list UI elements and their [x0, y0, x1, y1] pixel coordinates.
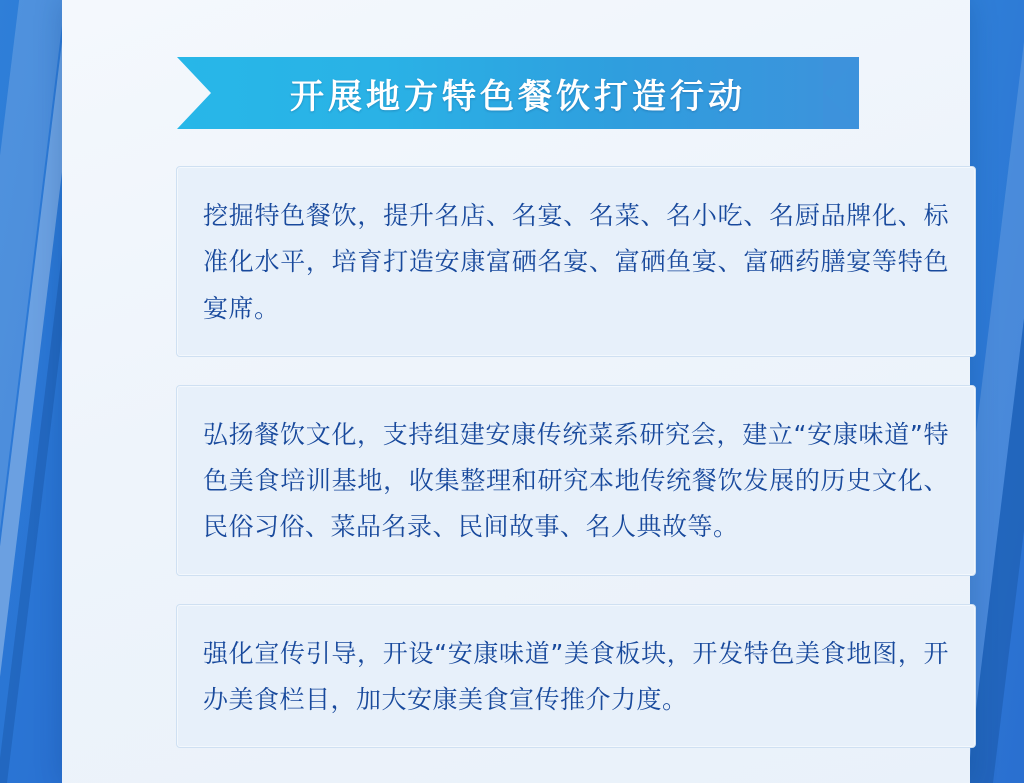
- card-list: [176, 166, 976, 776]
- content-card: [176, 166, 976, 357]
- headline-banner: [177, 57, 859, 129]
- card-paragraph: 强化宣传引导，开设“安康味道”美食板块，开发特色美食地图，开办美食栏目，加大安康美食宣传推介力度。: [203, 638, 949, 714]
- content-card: [176, 385, 976, 576]
- card-paragraph: 弘扬餐饮文化，支持组建安康传统菜系研究会，建立“安康味道”特色美食培训基地，收集整理和研究本地传统餐饮发展的历史文化、民俗习俗、菜品名录、民间故事、名人典故等。: [203, 419, 949, 542]
- card-paragraph: 挖掘特色餐饮，提升名店、名宴、名菜、名小吃、名厨品牌化、标准化水平，培育打造安康富硒名宴、富硒鱼宴、富硒药膳宴等特色宴席。: [203, 201, 949, 323]
- page-title: 开展地方特色餐饮打造行动: [290, 76, 746, 117]
- content-card: [176, 604, 976, 749]
- content-panel: [62, 0, 970, 783]
